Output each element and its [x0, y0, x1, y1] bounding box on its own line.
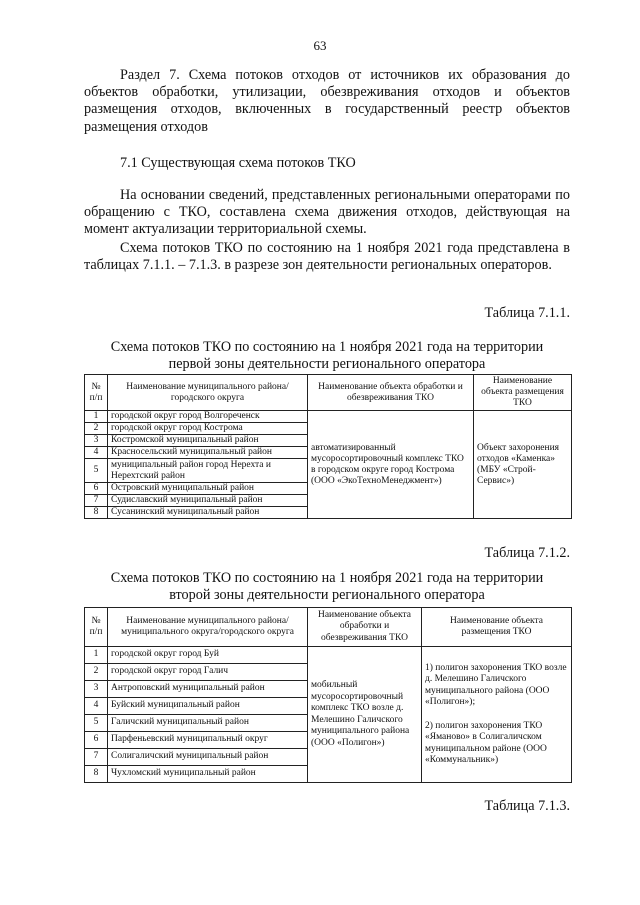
table3-label: Таблица 7.1.3. [484, 798, 570, 814]
row-number: 6 [85, 483, 108, 495]
district-name: Солигаличский муниципальный район [108, 749, 308, 766]
table1-header-disposal: Наименование объекта размещения ТКО [474, 375, 572, 411]
row-number: 8 [85, 766, 108, 783]
table1-header-processing: Наименование объекта обработки и обезвреживания ТКО [308, 375, 474, 411]
section-title: Раздел 7. Схема потоков отходов от источников их образования до объектов обработки, утилизации, обезвреживания отходов и объектов размещения отходов, включенных в государственный реестр объектов размещения отходов [84, 67, 570, 135]
page-number: 63 [313, 38, 327, 53]
table2-header-district: Наименование муниципального района/ муниципального округа/городского округа [108, 608, 308, 647]
district-name: Костромской муниципальный район [108, 435, 308, 447]
row-number: 6 [85, 732, 108, 749]
district-name: Красносельский муниципальный район [108, 447, 308, 459]
row-number: 2 [85, 423, 108, 435]
table2-header-num: № п/п [85, 608, 108, 647]
table2-disposal-facilities [422, 647, 572, 783]
district-name: городской округ город Кострома [108, 423, 308, 435]
table1 [84, 374, 572, 519]
district-name: муниципальный район город Нерехта и Нерехтский район [108, 459, 308, 483]
district-name: Судиславский муниципальный район [108, 495, 308, 507]
district-name: Антроповский муниципальный район [108, 681, 308, 698]
district-name: Островский муниципальный район [108, 483, 308, 495]
table1-disposal-facility: Объект захоронения отходов «Каменка» (МБУ «Строй-Сервис») [474, 411, 572, 519]
paragraph-2: Схема потоков ТКО по состоянию на 1 ноября 2021 года представлена в таблицах 7.1.1. – 7.1.3. в разрезе зон деятельности региональных операторов. [84, 240, 570, 274]
table1-label: Таблица 7.1.1. [484, 305, 570, 321]
table2-caption: Схема потоков ТКО по состоянию на 1 ноября 2021 года на территории второй зоны деятельности регионального оператора [110, 570, 544, 603]
row-number: 7 [85, 495, 108, 507]
table-row [85, 411, 572, 423]
table2-processing-facility: мобильный мусоросортировочный комплекс ТКО возле д. Мелешино Галичского муниципального района (ООО «Полигон») [308, 647, 422, 783]
subsection-title: 7.1 Существующая схема потоков ТКО [120, 155, 356, 171]
district-name: Сусанинский муниципальный район [108, 507, 308, 519]
district-name: городской округ город Галич [108, 664, 308, 681]
table1-header-num: № п/п [85, 375, 108, 411]
table2 [84, 607, 572, 783]
row-number: 5 [85, 715, 108, 732]
table1-caption: Схема потоков ТКО по состоянию на 1 ноября 2021 года на территории первой зоны деятельности регионального оператора [110, 339, 544, 372]
table-row [85, 647, 572, 664]
table2-header-disposal: Наименование объекта размещения ТКО [422, 608, 572, 647]
table2-disposal-2: 2) полигон захоронения ТКО «Яманово» в Солигаличском муниципальном районе (ООО «Коммунальник») [425, 720, 547, 765]
table2-disposal-1: 1) полигон захоронения ТКО возле д. Мелешино Галичского муниципального района (ООО «Полигон»); [425, 662, 567, 707]
table2-header-processing: Наименование объекта обработки и обезвреживания ТКО [308, 608, 422, 647]
table1-header-district: Наименование муниципального района/ городского округа [108, 375, 308, 411]
table2-label: Таблица 7.1.2. [484, 545, 570, 561]
row-number: 3 [85, 435, 108, 447]
district-name: городской округ город Буй [108, 647, 308, 664]
district-name: Галичский муниципальный район [108, 715, 308, 732]
table1-processing-facility: автоматизированный мусоросортировочный комплекс ТКО в городском округе город Кострома (ООО «ЭкоТехноМенеджмент») [308, 411, 474, 519]
row-number: 7 [85, 749, 108, 766]
district-name: городской округ город Волгореченск [108, 411, 308, 423]
row-number: 1 [85, 411, 108, 423]
paragraph-1: На основании сведений, представленных региональными операторами по обращению с ТКО, составлена схема движения отходов, действующая на момент актуализации территориальной схемы. [84, 187, 570, 238]
district-name: Парфеньевский муниципальный округ [108, 732, 308, 749]
row-number: 5 [85, 459, 108, 483]
row-number: 8 [85, 507, 108, 519]
district-name: Чухломский муниципальный район [108, 766, 308, 783]
row-number: 1 [85, 647, 108, 664]
row-number: 4 [85, 447, 108, 459]
row-number: 2 [85, 664, 108, 681]
district-name: Буйский муниципальный район [108, 698, 308, 715]
row-number: 4 [85, 698, 108, 715]
row-number: 3 [85, 681, 108, 698]
